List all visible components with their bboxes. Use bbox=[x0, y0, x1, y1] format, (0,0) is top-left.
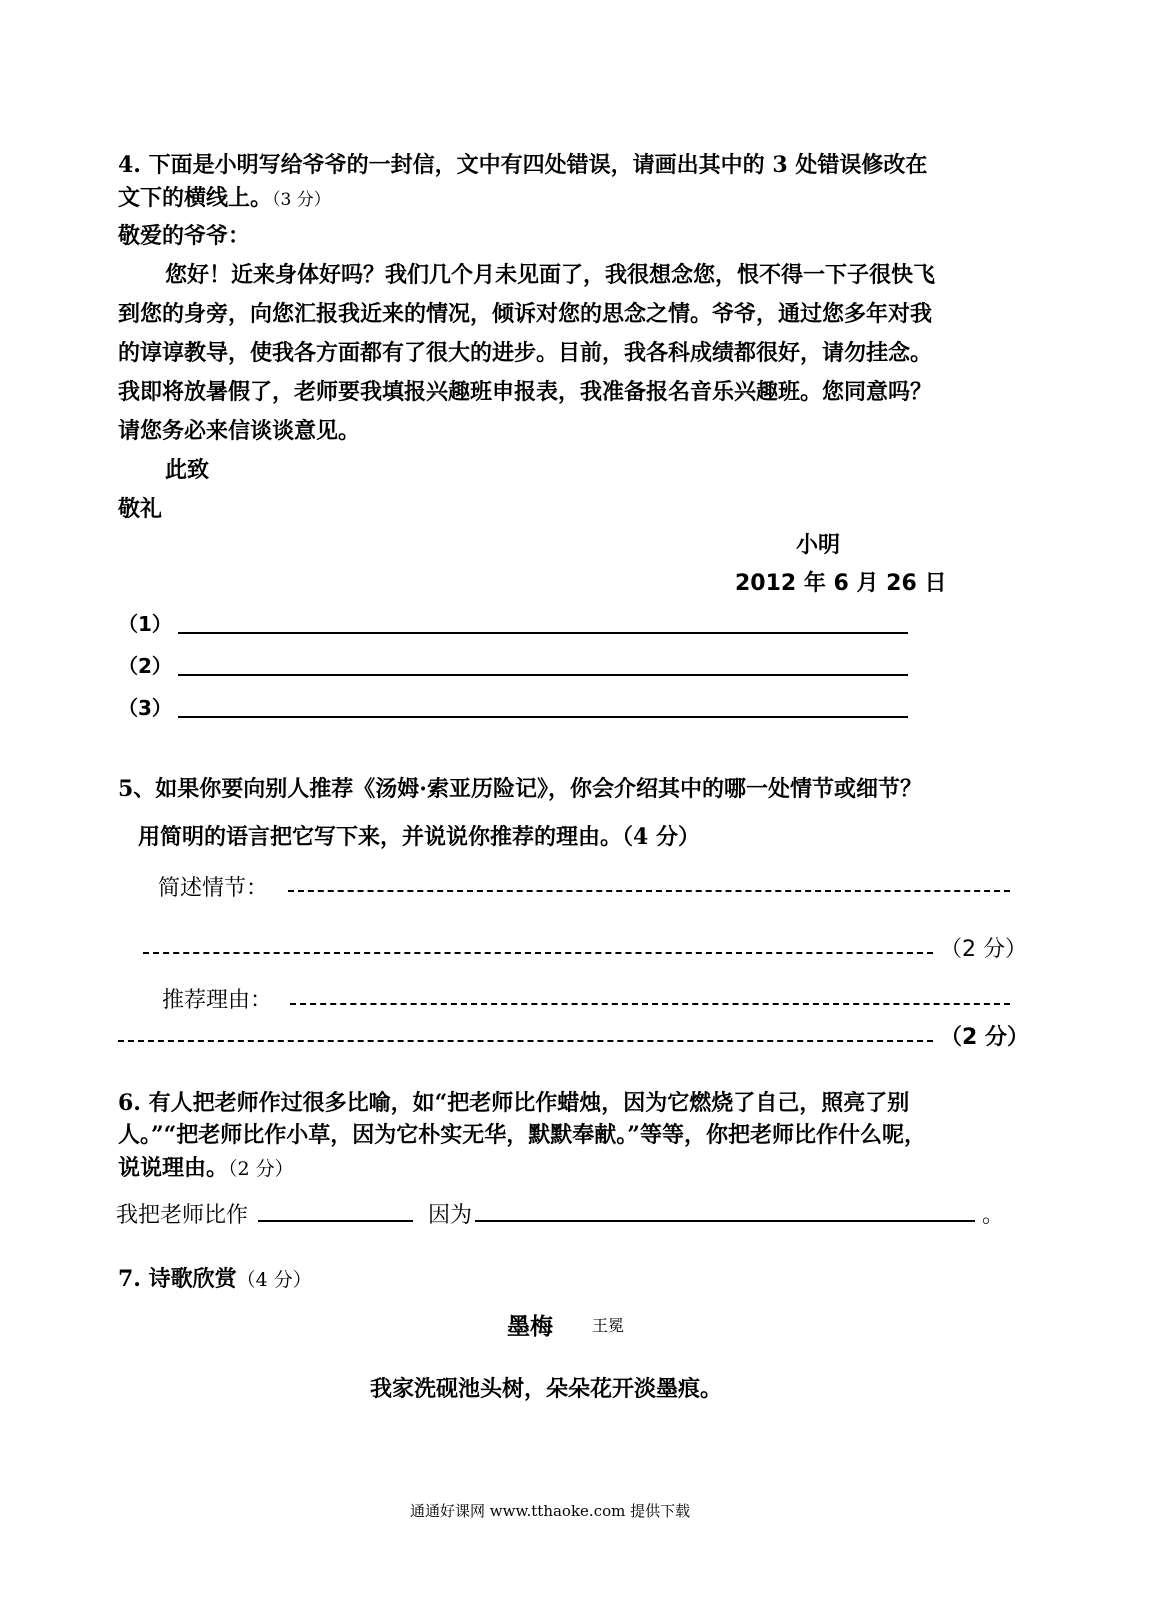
q7-title: 7. 诗歌欣赏 bbox=[118, 1266, 237, 1292]
q5-line1: 5、如果你要向别人推荐《汤姆·索亚历险记》，你会介绍其中的哪一处情节或细节？ bbox=[118, 776, 922, 802]
q6-metaphor-blank[interactable] bbox=[258, 1198, 413, 1222]
plot-label: 简述情节： bbox=[158, 876, 269, 901]
q6-line3 bbox=[118, 1151, 294, 1182]
reason-label: 推荐理由： bbox=[162, 988, 273, 1013]
q4-count: 3 bbox=[772, 152, 788, 178]
answer-label-3: （3） bbox=[118, 696, 172, 720]
q6-fill-label-b: 因为 bbox=[428, 1203, 473, 1228]
q4-prompt-b: 处错误修改在 bbox=[795, 152, 928, 178]
letter-body-line: 请您务必来信谈谈意见。 bbox=[118, 418, 361, 444]
answer-line-2[interactable] bbox=[178, 652, 908, 676]
letter-body-line: 我即将放暑假了，老师要我填报兴趣班申报表，我准备报名音乐兴趣班。您同意吗？ bbox=[118, 379, 933, 405]
q4-score: （3 分） bbox=[272, 190, 331, 210]
letter-body-line: 的谆谆教导，使我各方面都有了很大的进步。目前，我各科成绩都很好，请勿挂念。 bbox=[118, 340, 933, 366]
plot-score: （2 分） bbox=[940, 937, 1027, 962]
letter-date: 2012 年 6 月 26 日 bbox=[735, 571, 947, 596]
plot-answer-line-1[interactable] bbox=[288, 890, 1010, 892]
reason-score: （2 分） bbox=[940, 1025, 1029, 1050]
letter-closing-cizhi: 此致 bbox=[165, 457, 210, 483]
q7-heading bbox=[118, 1262, 312, 1293]
q6-fill-end: 。 bbox=[982, 1203, 1005, 1228]
reason-answer-line-1[interactable] bbox=[290, 1003, 1010, 1005]
letter-closing-jingli: 敬礼 bbox=[118, 496, 163, 522]
q4-line2 bbox=[118, 181, 331, 212]
reason-answer-line-2[interactable] bbox=[118, 1040, 933, 1042]
page-footer: 通通好课网 www.tthaoke.com 提供下载 bbox=[410, 1502, 691, 1520]
q4-number: 4. bbox=[118, 152, 141, 178]
letter-salutation: 敬爱的爷爷： bbox=[118, 223, 251, 249]
q6-reason-blank[interactable] bbox=[475, 1198, 975, 1222]
letter-body-line: 您好！近来身体好吗？我们几个月未见面了，我很想念您，恨不得一下子很快飞 bbox=[165, 262, 936, 288]
q6-line1: 6. 有人把老师作过很多比喻，如“把老师比作蜡烛，因为它燃烧了自己，照亮了别 bbox=[118, 1090, 910, 1116]
q4-line1 bbox=[118, 148, 927, 179]
plot-answer-line-2[interactable] bbox=[143, 952, 933, 954]
q6-score: （2 分） bbox=[228, 1158, 294, 1180]
answer-line-3[interactable] bbox=[178, 694, 908, 718]
q4-prompt-a: 下面是小明写给爷爷的一封信，文中有四处错误，请画出其中的 bbox=[148, 152, 765, 178]
q5-line2: 用简明的语言把它写下来，并说说你推荐的理由。（4 分） bbox=[138, 824, 700, 850]
q4-prompt-c: 文下的横线上。 bbox=[118, 185, 273, 211]
letter-body-line: 到您的身旁，向您汇报我近来的情况，倾诉对您的思念之情。爷爷，通过您多年对我 bbox=[118, 301, 933, 327]
q7-score: （4 分） bbox=[236, 1269, 312, 1291]
answer-line-1[interactable] bbox=[178, 610, 908, 634]
poem-author: 王冕 bbox=[592, 1316, 625, 1335]
q6-line2: 人。”“把老师比作小草，因为它朴实无华，默默奉献。”等等，你把老师比作什么呢， bbox=[118, 1122, 926, 1148]
q6-fill-label-a: 我把老师比作 bbox=[116, 1203, 249, 1228]
poem-title: 墨梅 bbox=[507, 1313, 553, 1340]
poem-line: 我家洗砚池头树，朵朵花开淡墨痕。 bbox=[370, 1376, 723, 1402]
q6-prompt: 说说理由。 bbox=[118, 1155, 229, 1181]
letter-signature: 小明 bbox=[796, 532, 841, 558]
answer-label-2: （2） bbox=[118, 654, 172, 678]
answer-label-1: （1） bbox=[118, 612, 172, 636]
